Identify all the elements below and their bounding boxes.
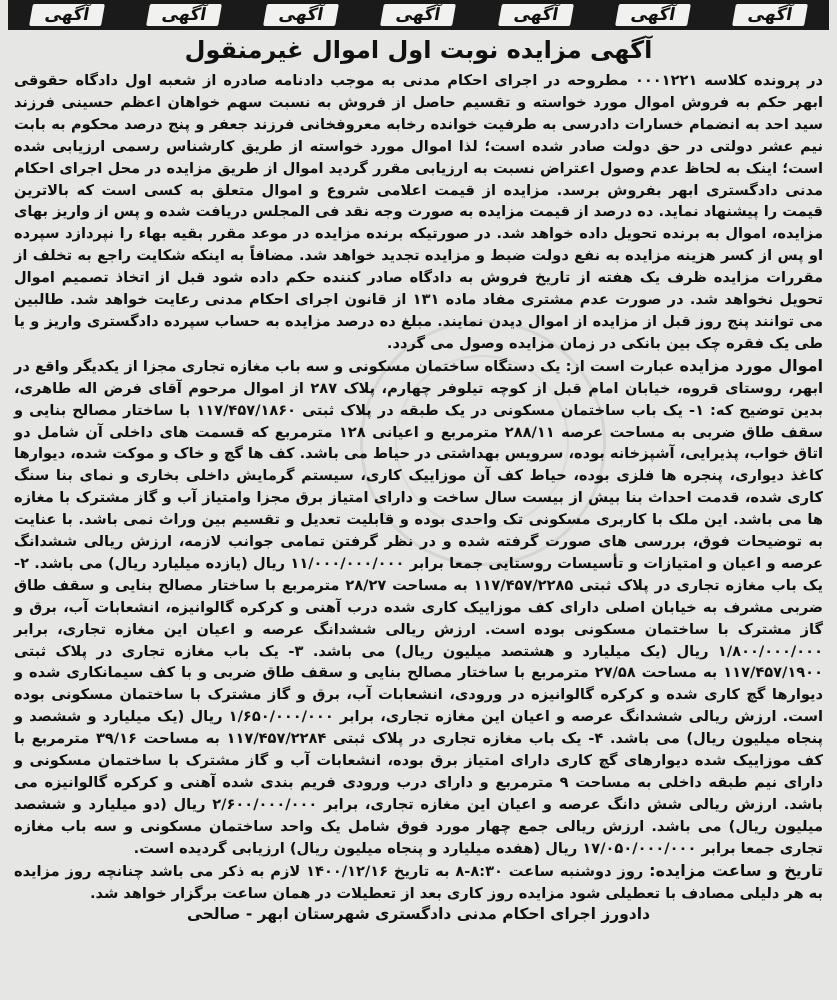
- notice-body: [14, 70, 823, 926]
- banner-label: آگهی: [263, 4, 339, 26]
- datetime-paragraph: [14, 860, 823, 905]
- intro-paragraph: در پرونده کلاسه ۰۰۰۱۲۲۱ مطروحه در اجرای احکام مدنی به موجب دادنامه صادره از شعبه اول دادگاه حقوقی ابهر حکم به فروش اموال مورد خواسته و تقسیم حاصل از فروش به نسبت سهم خواهان اعظم حسینی فرزند سید احد به انضمام خسارات دادرسی به طرفیت خوانده رخابه معروفخانی فرزند جعفر و پنج درصد محکوم به بابت نیم عشر دولتی در حق دولت صادر شده است؛ لذا اموال مورد خواسته از طریق کارشناس رسمی ارزیابی شده است؛ اینک به لحاظ عدم وصول اعتراض نسبت به ارزیابی مقرر گردید اموال از طریق مزایده در محل اجرای احکام مدنی دادگستری ابهر بفروش برسد. مزایده از قیمت اعلامی شروع و اموال متعلق به کسی است که بالاترین قیمت را پیشنهاد نماید. ده درصد از قیمت مزایده به صورت وجه نقد فی المجلس دریافت شده و پس از واریز بهای مزایده، اموال به برنده تحویل داده خواهد شد. در صورتیکه برنده مزایده در موعد مقرر بقیه بهاء را نپردازد سپرده او پس از کسر هزینه مزایده به نفع دولت ضبط و مزایده تجدید خواهد شد. مضافاً به اینکه شکایت راجع به تخلف از مقررات مزایده ظرف یک هفته از تاریخ فروش به دادگاه صادر کننده حکم داده شود قبل از اتخاذ تصمیم اموال تحویل نخواهد شد. در صورت عدم مشتری مفاد ماده ۱۳۱ از قانون اجرای احکام مدنی رعایت خواهد شد. طالبین می توانند پنج روز قبل از مزایده از اموال دیدن نمایند. مبلغ ده درصد مزایده به حساب سپرده دادگستری واریز و یا طی یک فقره چک بین بانکی در زمان مزایده وصول می گردد.: [14, 72, 823, 352]
- signature: دادورز اجرای احکام مدنی دادگستری شهرستان ابهر - صالحی: [186, 905, 651, 924]
- banner-label: آگهی: [29, 4, 105, 26]
- property-details: عبارت است از: یک دستگاه ساختمان مسکونی و سه باب مغازه تجاری مجزا از یکدیگر واقع در ابهر، روستای قروه، خیابان امام قبل از کوچه تیلوفر چهارم، پلاک ۲۸۷ از اموال مرحوم آقای فرض اله طاهری، بدین توضیح که: ۱- یک باب ساختمان مسکونی در یک طبقه در پلاک ثبتی ۱۱۷/۴۵۷/۱۸۶۰ با ساختار مصالح بنایی و سقف طاق ضربی به مساحت عرصه ۲۸۸/۱۱ مترمربع و اعیانی ۱۲۸ مترمربع که قسمت های داخلی آن شامل دو اتاق خواب، پذیرایی، آشپزخانه بوده، سرویس بهداشتی در حیاط می باشد. کف ها گچ و خاک و موکت شده، دیوارها کاغذ دیواری، پنجره ها فلزی بوده، حیاط کف آن موزاییک کاری، سیستم گرمایش داخلی بخاری و نمای بنا سنگ کاری شده، قدمت احداث بنا بیش از بیست سال ساخت و دارای امتیاز برق مجزا وامتیاز آب و گاز مشترک با مغازه ها می باشد. این ملک با کاربری مسکونی تک واحدی بوده و قابلیت تعدیل و تقسیم بین وراث نمی باشد. با عنایت به توضیحات فوق، بررسی های صورت گرفته شده و در نظر گرفتن تمامی جوانب لازمه، ارزش ریالی ششدانگ عرصه و اعیان و امتیازات و تأسیسات روستایی جمعا برابر ۱۱/۰۰۰/۰۰۰/۰۰۰ ریال (یازده میلیارد ریال) می باشد. ۲- یک باب مغازه تجاری در پلاک ثبتی ۱۱۷/۴۵۷/۲۲۸۵ به مساحت ۲۸/۲۷ مترمربع با ساختار مصالح بنایی و سقف طاق ضربی مشرف به خیابان اصلی دارای کف موزاییک کاری شده درب آهنی و کرکره گالوانیزه، انشعابات آب، برق و گاز مشترک با ساختمان مسکونی بوده است. ارزش ریالی ششدانگ عرصه و اعیان این مغازه تجاری، برابر ۱/۸۰۰/۰۰۰/۰۰۰ ریال (یک میلیارد و هشتصد میلیون ریال) می باشد. ۳- یک باب مغازه تجاری در پلاک ثبتی ۱۱۷/۴۵۷/۱۹۰۰ به مساحت ۲۷/۵۸ مترمربع با ساختار مصالح بنایی و سقف طاق ضربی و با کف سیمانکاری شده و دیوارها گچ کاری شده و کرکره گالوانیزه در ورودی، انشعابات آب، برق و گاز مشترک با ساختمان مسکونی بوده است. ارزش ریالی ششدانگ عرصه و اعیان این مغازه تجاری، برابر ۱/۶۵۰/۰۰۰/۰۰۰ ریال (یک میلیارد و ششصد و پنجاه میلیون ریال) می باشد. ۴- یک باب مغازه تجاری در پلاک ثبتی ۱۱۷/۴۵۷/۲۲۸۴ به مساحت ۳۹/۱۶ مترمربع با کف موزاییک شده دیوارهای گچ کاری دارای امتیاز برق بوده، انشعابات آب و گاز مشترک با ساختمان مسکونی و دارای نیم طبقه داخلی به مساحت ۹ مترمربع و دارای درب ورودی فریم بندی شده آهنی و کرکره گالوانیزه می باشد. ارزش ریالی شش دانگ عرصه و اعیان این مغازه تجاری، برابر ۲/۶۰۰/۰۰۰/۰۰۰ ریال (دو میلیارد و ششصد میلیون ریال) می باشد. ارزش ریالی جمع چهار مورد فوق شامل یک واحد ساختمان مسکونی و سه باب مغازه تجاری جمعا برابر ۱۷/۰۵۰/۰۰۰/۰۰۰ ریال (هفده میلیارد و پنجاه میلیون ریال) ارزیابی گردیده است.: [14, 357, 824, 857]
- datetime-details: روز دوشنبه ساعت ۸:۳۰-۸ به تاریخ ۱۴۰۰/۱۲/۱۶ لازم به ذکر می باشد چنانچه روز مزایده به هر دلیلی مصادف با تعطیلی شود مزایده روز کاری بعد از تعطیلات در همان ساعت برگزار خواهد شد.: [14, 862, 823, 902]
- ad-banner: [8, 0, 829, 30]
- banner-label: آگهی: [498, 4, 574, 26]
- banner-label: آگهی: [146, 4, 222, 26]
- notice-title: آگهی مزایده نوبت اول اموال غیرمنقول: [184, 36, 653, 64]
- property-heading: اموال مورد مزایده: [679, 355, 824, 375]
- banner-label: آگهی: [380, 4, 456, 26]
- datetime-heading: تاریخ و ساعت مزایده:: [649, 860, 823, 880]
- property-paragraph: [14, 355, 823, 860]
- banner-label: آگهی: [615, 4, 691, 26]
- banner-label: آگهی: [732, 4, 808, 26]
